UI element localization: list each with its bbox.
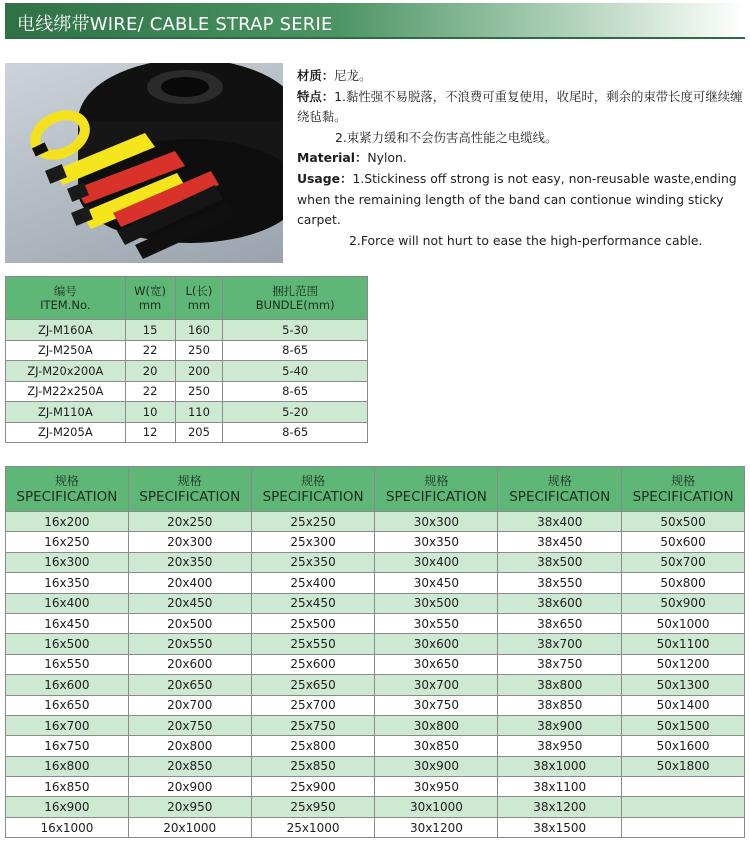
spec-cell: 16x750 — [6, 736, 129, 756]
spec-cell: 30x900 — [375, 756, 498, 776]
spec-cell: 25x600 — [251, 654, 375, 674]
spec-cell: 20x700 — [128, 695, 251, 715]
spec-cell: 30x750 — [375, 695, 498, 715]
spec-header-5: 规格 SPECIFICATION — [498, 467, 622, 512]
spec-cell: 16x200 — [6, 512, 129, 532]
product-cell: 10 — [125, 402, 175, 423]
product-cell: 8-65 — [223, 422, 368, 443]
table-row — [6, 654, 745, 674]
spec-cell: 25x750 — [251, 715, 375, 735]
material-cn: 材质：尼龙。 — [297, 68, 372, 83]
spec-cell: 38x650 — [498, 613, 622, 633]
product-table — [5, 276, 368, 443]
spec-cell: 38x450 — [498, 532, 622, 552]
product-cell: 250 — [175, 381, 223, 402]
product-cell: 20 — [125, 361, 175, 382]
spec-cell: 16x1000 — [6, 817, 129, 837]
table-row — [6, 381, 368, 402]
spec-cell: 38x1100 — [498, 777, 622, 797]
spec-cell: 25x550 — [251, 634, 375, 654]
spec-cell: 25x250 — [251, 512, 375, 532]
table-row — [6, 756, 745, 776]
spec-cell: 16x800 — [6, 756, 129, 776]
product-cell: ZJ-M160A — [6, 320, 126, 341]
product-cell: 5-30 — [223, 320, 368, 341]
spec-cell: 50x900 — [622, 593, 745, 613]
spec-cell: 50x1000 — [622, 613, 745, 633]
spec-cell: 30x500 — [375, 593, 498, 613]
header-length: L(长) mm — [175, 277, 223, 320]
spec-cell: 50x800 — [622, 573, 745, 593]
spec-cell: 25x500 — [251, 613, 375, 633]
spec-cell: 30x950 — [375, 777, 498, 797]
table-row — [6, 532, 745, 552]
spec-cell: 20x450 — [128, 593, 251, 613]
spec-cell: 20x500 — [128, 613, 251, 633]
spec-table — [5, 466, 745, 838]
spec-cell: 16x350 — [6, 573, 129, 593]
product-cell: ZJ-M250A — [6, 340, 126, 361]
table-row — [6, 695, 745, 715]
spec-cell: 16x250 — [6, 532, 129, 552]
page-header — [5, 3, 745, 39]
table-row — [6, 361, 368, 382]
spec-cell: 30x800 — [375, 715, 498, 735]
spec-cell: 38x500 — [498, 552, 622, 572]
spec-cell: 50x700 — [622, 552, 745, 572]
spec-cell: 30x1000 — [375, 797, 498, 817]
spec-cell: 16x500 — [6, 634, 129, 654]
spec-cell: 25x650 — [251, 675, 375, 695]
spec-cell: 38x950 — [498, 736, 622, 756]
spec-cell: 38x1500 — [498, 817, 622, 837]
usage-en-2: 2.Force will not hurt to ease the high-performance cable. — [349, 232, 703, 248]
spec-header-1: 规格 SPECIFICATION — [6, 467, 129, 512]
table-row — [6, 715, 745, 735]
spec-cell: 20x400 — [128, 573, 251, 593]
spec-cell: 25x700 — [251, 695, 375, 715]
product-cell: 22 — [125, 381, 175, 402]
spec-cell: 25x850 — [251, 756, 375, 776]
product-cell: 15 — [125, 320, 175, 341]
spec-cell: 20x800 — [128, 736, 251, 756]
spec-cell: 30x550 — [375, 613, 498, 633]
spec-cell — [622, 797, 745, 817]
header-item-no: 编号 ITEM.No. — [6, 277, 126, 320]
product-cell: ZJ-M205A — [6, 422, 126, 443]
spec-cell: 25x300 — [251, 532, 375, 552]
usage-en-1: Usage：1.Stickiness off strong is not easy, non-reusable waste,ending when the remaining length of the band can contionue winding sticky carpet. — [297, 170, 737, 228]
product-cell: 8-65 — [223, 340, 368, 361]
product-cell: ZJ-M22x250A — [6, 381, 126, 402]
spec-cell: 38x1200 — [498, 797, 622, 817]
spec-cell: 38x550 — [498, 573, 622, 593]
spec-table-body — [6, 512, 745, 838]
product-cell: 22 — [125, 340, 175, 361]
product-cell: 12 — [125, 422, 175, 443]
table-row — [6, 573, 745, 593]
spec-cell: 25x350 — [251, 552, 375, 572]
product-table-header — [6, 277, 368, 320]
spec-cell: 20x600 — [128, 654, 251, 674]
spec-cell: 16x300 — [6, 552, 129, 572]
table-row — [6, 777, 745, 797]
spec-cell: 20x850 — [128, 756, 251, 776]
header-width: W(宽) mm — [125, 277, 175, 320]
spec-cell — [622, 777, 745, 797]
product-cell: 205 — [175, 422, 223, 443]
spec-cell: 20x550 — [128, 634, 251, 654]
spec-cell: 16x700 — [6, 715, 129, 735]
spec-cell: 20x750 — [128, 715, 251, 735]
spec-cell: 50x1500 — [622, 715, 745, 735]
spec-cell: 50x1100 — [622, 634, 745, 654]
table-row — [6, 402, 368, 423]
spec-cell: 38x600 — [498, 593, 622, 613]
spec-cell: 50x600 — [622, 532, 745, 552]
spec-cell: 30x400 — [375, 552, 498, 572]
table-row — [6, 552, 745, 572]
product-cell: 200 — [175, 361, 223, 382]
spec-cell: 20x650 — [128, 675, 251, 695]
spec-header-6: 规格 SPECIFICATION — [622, 467, 745, 512]
spec-cell: 20x950 — [128, 797, 251, 817]
spec-cell: 38x850 — [498, 695, 622, 715]
spec-cell: 16x550 — [6, 654, 129, 674]
spec-cell: 25x1000 — [251, 817, 375, 837]
product-photo — [5, 63, 283, 263]
spec-cell: 20x1000 — [128, 817, 251, 837]
table-row — [6, 817, 745, 837]
spec-cell: 50x1800 — [622, 756, 745, 776]
spec-cell: 25x950 — [251, 797, 375, 817]
spec-cell: 20x300 — [128, 532, 251, 552]
spec-cell — [622, 817, 745, 837]
spec-header-2: 规格 SPECIFICATION — [128, 467, 251, 512]
product-cell: 110 — [175, 402, 223, 423]
spec-cell: 30x600 — [375, 634, 498, 654]
page-title: 电线绑带WIRE/ CABLE STRAP SERIE — [17, 14, 333, 35]
spec-cell: 50x1600 — [622, 736, 745, 756]
spec-cell: 30x350 — [375, 532, 498, 552]
product-description — [297, 66, 745, 251]
spec-cell: 38x750 — [498, 654, 622, 674]
spec-cell: 50x1300 — [622, 675, 745, 695]
spec-cell: 16x850 — [6, 777, 129, 797]
product-cell: 5-20 — [223, 402, 368, 423]
spec-cell: 20x900 — [128, 777, 251, 797]
spec-cell: 30x1200 — [375, 817, 498, 837]
table-row — [6, 593, 745, 613]
material-en: Material：Nylon. — [297, 150, 407, 166]
table-row — [6, 320, 368, 341]
spec-cell: 50x1400 — [622, 695, 745, 715]
spec-cell: 16x650 — [6, 695, 129, 715]
spec-cell: 16x450 — [6, 613, 129, 633]
spec-cell: 30x650 — [375, 654, 498, 674]
product-cell: ZJ-M20x200A — [6, 361, 126, 382]
table-row — [6, 634, 745, 654]
spec-cell: 30x450 — [375, 573, 498, 593]
spec-cell: 38x800 — [498, 675, 622, 695]
spec-table-header — [6, 467, 745, 512]
table-row — [6, 613, 745, 633]
spec-cell: 16x400 — [6, 593, 129, 613]
product-cell: 8-65 — [223, 381, 368, 402]
table-row — [6, 422, 368, 443]
product-cell: 250 — [175, 340, 223, 361]
spec-cell: 25x400 — [251, 573, 375, 593]
spec-cell: 30x700 — [375, 675, 498, 695]
spec-cell: 50x1200 — [622, 654, 745, 674]
spec-cell: 25x450 — [251, 593, 375, 613]
product-cell: 5-40 — [223, 361, 368, 382]
spec-cell: 38x900 — [498, 715, 622, 735]
spec-cell: 25x800 — [251, 736, 375, 756]
spec-cell: 38x400 — [498, 512, 622, 532]
feature-cn-2: 2.束紧力缓和不会伤害高性能之电缆线。 — [335, 129, 558, 145]
spec-cell: 25x900 — [251, 777, 375, 797]
spec-cell: 20x250 — [128, 512, 251, 532]
product-cell: ZJ-M110A — [6, 402, 126, 423]
table-row — [6, 736, 745, 756]
spec-cell: 20x350 — [128, 552, 251, 572]
spec-header-3: 规格 SPECIFICATION — [251, 467, 375, 512]
spec-cell: 30x850 — [375, 736, 498, 756]
spec-cell: 16x900 — [6, 797, 129, 817]
table-row — [6, 797, 745, 817]
spec-cell: 38x1000 — [498, 756, 622, 776]
product-cell: 160 — [175, 320, 223, 341]
header-bundle: 捆扎范围 BUNDLE(mm) — [223, 277, 368, 320]
table-row — [6, 675, 745, 695]
feature-cn-1: 特点：1.黏性强不易脱落，不浪费可重复使用，收尾时，剩余的束带长度可继续缠绕毡黏。 — [297, 88, 743, 125]
spec-cell: 16x600 — [6, 675, 129, 695]
table-row — [6, 512, 745, 532]
cable-strap-image — [5, 63, 283, 263]
table-row — [6, 340, 368, 361]
spec-cell: 50x500 — [622, 512, 745, 532]
spec-cell: 30x300 — [375, 512, 498, 532]
spec-cell: 38x700 — [498, 634, 622, 654]
spec-header-4: 规格 SPECIFICATION — [375, 467, 498, 512]
